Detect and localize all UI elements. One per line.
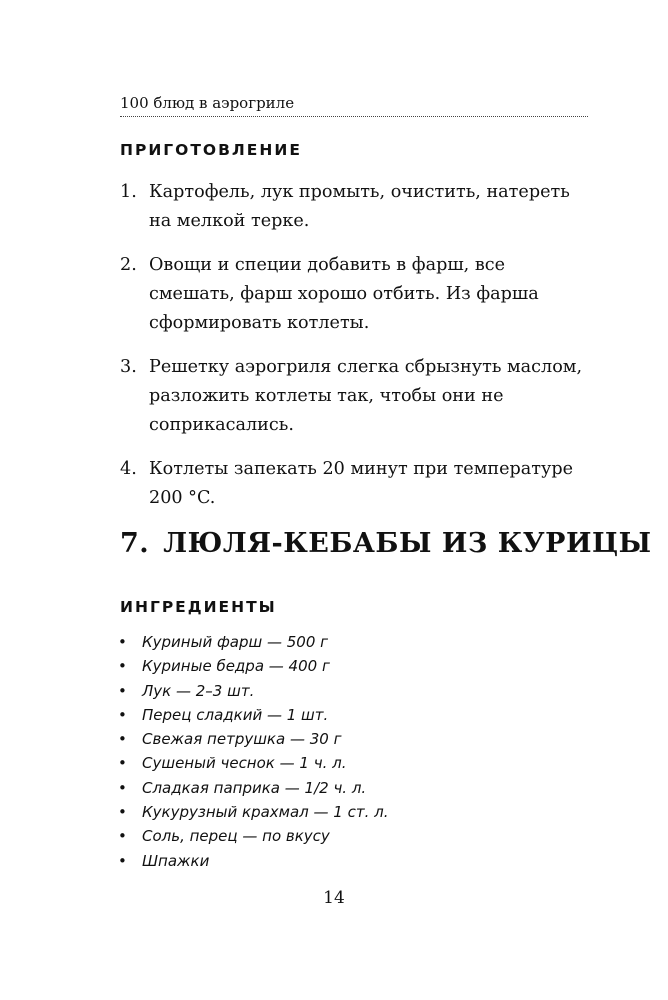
ingredient-text: Свежая петрушка — 30 г <box>142 730 342 749</box>
ingredient-text: Куриный фарш — 500 г <box>142 633 329 651</box>
page-number: 14 <box>323 888 345 908</box>
step-number: 2. <box>120 255 137 275</box>
bullet-icon: • <box>118 851 127 870</box>
bullet-icon: • <box>118 633 127 651</box>
preparation-steps <box>120 178 595 528</box>
recipe-title <box>120 528 652 559</box>
step-item <box>120 178 595 236</box>
ingredient-text: Сладкая паприка — 1/2 ч. л. <box>142 778 367 797</box>
bullet-icon: • <box>118 827 127 846</box>
bullet-icon: • <box>118 754 127 773</box>
ingredient-item <box>118 679 388 703</box>
ingredient-text: Кукурузный крахмал — 1 ст. л. <box>142 803 389 822</box>
step-item <box>120 455 595 513</box>
ingredient-item <box>118 849 388 873</box>
ingredient-text: Соль, перец — по вкусу <box>142 827 330 846</box>
recipe-number: 7. <box>120 528 150 559</box>
bullet-icon: • <box>118 681 127 700</box>
bullet-icon: • <box>118 778 127 797</box>
ingredient-item <box>118 751 388 775</box>
bullet-icon: • <box>118 730 127 749</box>
bullet-icon: • <box>118 705 127 724</box>
preparation-heading: ПРИГОТОВЛЕНИЕ <box>120 141 302 159</box>
step-number: 3. <box>120 357 137 377</box>
step-item <box>120 251 595 338</box>
ingredient-text: Перец сладкий — 1 шт. <box>142 705 329 724</box>
ingredient-text: Сушеный чеснок — 1 ч. л. <box>142 754 347 773</box>
ingredient-item <box>118 630 388 654</box>
bullet-icon: • <box>118 657 127 676</box>
step-text: Котлеты запекать 20 минут при температуре 200 °C. <box>149 459 574 508</box>
ingredients-heading: ИНГРЕДИЕНТЫ <box>120 598 277 616</box>
ingredient-item <box>118 800 388 824</box>
ingredient-item <box>118 727 388 751</box>
ingredient-text: Шпажки <box>142 851 210 870</box>
ingredient-text: Лук — 2–3 шт. <box>142 681 255 700</box>
recipe-title-text: ЛЮЛЯ-КЕБАБЫ ИЗ КУРИЦЫ <box>163 528 652 559</box>
step-number: 1. <box>120 182 137 202</box>
ingredients-list <box>118 630 388 873</box>
step-text: Картофель, лук промыть, очистить, натереть на мелкой терке. <box>149 182 570 231</box>
ingredient-item <box>118 824 388 848</box>
ingredient-item <box>118 654 388 678</box>
step-number: 4. <box>120 459 137 479</box>
ingredient-item <box>118 776 388 800</box>
step-item <box>120 353 595 440</box>
running-head: 100 блюд в аэрогриле <box>120 94 588 117</box>
step-text: Решетку аэрогриля слегка сбрызнуть маслом, разложить котлеты так, чтобы они не соприкасались. <box>149 357 583 435</box>
ingredient-text: Куриные бедра — 400 г <box>142 657 330 676</box>
bullet-icon: • <box>118 803 127 822</box>
ingredient-item <box>118 703 388 727</box>
step-text: Овощи и специи добавить в фарш, все смешать, фарш хорошо отбить. Из фарша сформировать котлеты. <box>149 255 539 333</box>
